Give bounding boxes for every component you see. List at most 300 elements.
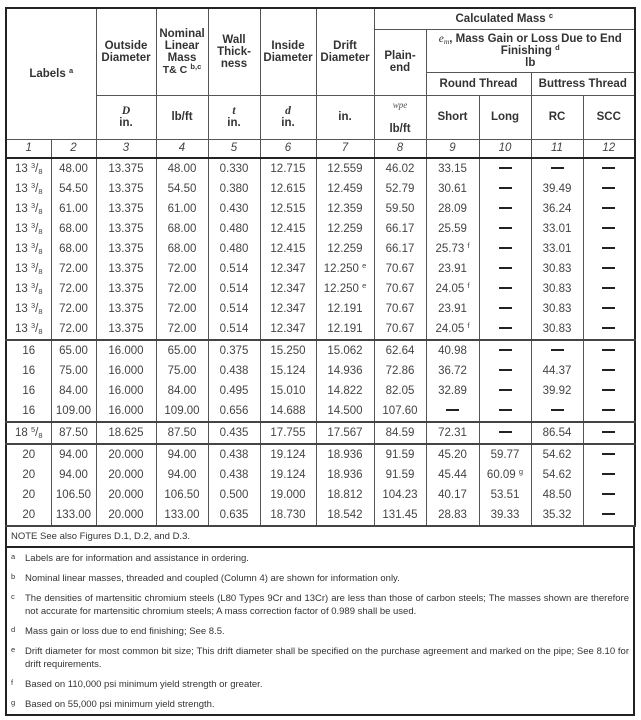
cell-drift: 18.812 (316, 485, 374, 505)
cell-long (479, 239, 531, 259)
dash-icon (602, 187, 615, 189)
cell-wall: 0.430 (208, 199, 260, 219)
dash-icon (499, 207, 512, 209)
cell-wall: 0.635 (208, 505, 260, 526)
cell-short: 40.98 (426, 340, 479, 361)
cell-l1: 13 $^3/_8$ (6, 239, 51, 259)
column-number: 7 (316, 139, 374, 158)
dash-icon (602, 267, 615, 269)
header-nominal-linear-mass: Nominal Linear Mass T& C $^{b,c}$ (156, 8, 208, 95)
cell-plain: 62.64 (374, 340, 426, 361)
cell-mass: 72.00 (156, 299, 208, 319)
cell-short: 32.89 (426, 381, 479, 401)
table-row (6, 505, 635, 526)
cell-scc (583, 340, 635, 361)
column-number: 8 (374, 139, 426, 158)
unit-mass: lb/ft (156, 95, 208, 139)
cell-long (479, 299, 531, 319)
cell-id: 12.415 (260, 239, 316, 259)
cell-short: 25.73 $^f$ (426, 239, 479, 259)
cell-rc: 30.83 (531, 319, 583, 340)
column-number: 10 (479, 139, 531, 158)
table-row (6, 444, 635, 465)
dash-icon (602, 227, 615, 229)
cell-plain: 70.67 (374, 319, 426, 340)
dash-icon (499, 247, 512, 249)
cell-rc: 36.24 (531, 199, 583, 219)
table-row (6, 361, 635, 381)
footnote-mark: c (11, 591, 15, 601)
dash-icon (499, 307, 512, 309)
dash-icon (602, 327, 615, 329)
cell-mass: 84.00 (156, 381, 208, 401)
cell-wall: 0.438 (208, 361, 260, 381)
cell-od: 13.375 (96, 299, 156, 319)
unit-id: d in. (260, 95, 316, 139)
dash-icon (602, 453, 615, 455)
footnote-text: Based on 55,000 psi minimum yield strength. (25, 698, 215, 710)
unit-plain-end: wpe lb/ft (374, 95, 426, 139)
unit-wall: t in. (208, 95, 260, 139)
cell-l1: 20 (6, 485, 51, 505)
cell-short: 30.61 (426, 179, 479, 199)
cell-long: 59.77 (479, 444, 531, 465)
cell-rc (531, 401, 583, 422)
cell-plain: 70.67 (374, 259, 426, 279)
casing-mass-table-container (5, 7, 635, 716)
cell-long (479, 381, 531, 401)
column-number: 12 (583, 139, 635, 158)
cell-id: 17.755 (260, 422, 316, 444)
cell-mass: 106.50 (156, 485, 208, 505)
cell-scc (583, 422, 635, 444)
footnote-text: The densities of martensitic chromium steels (L80 Types 9Cr and 13Cr) are less than those of carbon steels; The masses shown are therefore not accurate for martensitic chromium steels; A mass correction factor of 0.989 shall be used. (25, 592, 629, 617)
cell-short: 45.20 (426, 444, 479, 465)
cell-rc: 54.62 (531, 465, 583, 485)
header-scc: SCC (583, 95, 635, 139)
column-number-row (6, 139, 635, 158)
cell-id: 12.347 (260, 259, 316, 279)
cell-l2: 75.00 (51, 361, 96, 381)
fraction: $^3/_8$ (30, 240, 43, 256)
cell-drift: 12.191 (316, 299, 374, 319)
cell-rc: 30.83 (531, 299, 583, 319)
header-drift-diameter: Drift Diameter (316, 8, 374, 95)
cell-long (479, 199, 531, 219)
cell-l2: 94.00 (51, 465, 96, 485)
cell-short: 23.91 (426, 259, 479, 279)
cell-id: 15.010 (260, 381, 316, 401)
cell-l2: 72.00 (51, 259, 96, 279)
cell-wall: 0.438 (208, 444, 260, 465)
cell-mass: 87.50 (156, 422, 208, 444)
cell-drift: 12.191 (316, 319, 374, 340)
header-mass-gain-loss: $e_m$, Mass Gain or Loss Due to End Finishing $^d$ lb (426, 29, 635, 72)
dash-icon (602, 349, 615, 351)
cell-wall: 0.480 (208, 239, 260, 259)
cell-short: 24.05 $^f$ (426, 279, 479, 299)
cell-id: 12.615 (260, 179, 316, 199)
fraction: $^5/_8$ (30, 424, 43, 440)
dash-icon (499, 389, 512, 391)
dash-icon (499, 187, 512, 189)
cell-od: 16.000 (96, 340, 156, 361)
header-calculated-mass: Calculated Mass $^c$ (374, 8, 635, 29)
cell-mass: 72.00 (156, 319, 208, 340)
table-row (6, 179, 635, 199)
cell-wall: 0.380 (208, 179, 260, 199)
footnote-text: Mass gain or loss due to end finishing; See 8.5. (25, 625, 225, 637)
cell-plain: 46.02 (374, 158, 426, 179)
cell-scc (583, 444, 635, 465)
cell-mass: 72.00 (156, 259, 208, 279)
cell-l2: 106.50 (51, 485, 96, 505)
dash-icon (602, 493, 615, 495)
cell-drift: 15.062 (316, 340, 374, 361)
footnote-mark: g (11, 697, 16, 707)
footnote-mark: a (11, 551, 16, 561)
table-row (6, 381, 635, 401)
cell-drift: 18.542 (316, 505, 374, 526)
cell-id: 19.124 (260, 465, 316, 485)
table-row (6, 422, 635, 444)
dash-icon (602, 369, 615, 371)
table-row (6, 219, 635, 239)
cell-scc (583, 259, 635, 279)
cell-wall: 0.514 (208, 279, 260, 299)
cell-l1: 13 $^3/_8$ (6, 158, 51, 179)
dash-icon (499, 287, 512, 289)
header-long: Long (479, 95, 531, 139)
cell-rc: 30.83 (531, 279, 583, 299)
cell-l1: 16 (6, 401, 51, 422)
cell-l1: 18 $^5/_8$ (6, 422, 51, 444)
cell-long (479, 401, 531, 422)
dash-icon (499, 327, 512, 329)
cell-od: 13.375 (96, 319, 156, 340)
unit-drift: in. (316, 95, 374, 139)
cell-l1: 20 (6, 444, 51, 465)
cell-rc: 44.37 (531, 361, 583, 381)
header-short: Short (426, 95, 479, 139)
footnote-text: Based on 110,000 psi minimum yield strength or greater. (25, 678, 263, 690)
cell-wall: 0.514 (208, 259, 260, 279)
cell-plain: 104.23 (374, 485, 426, 505)
cell-id: 12.347 (260, 319, 316, 340)
cell-od: 16.000 (96, 401, 156, 422)
dash-icon (499, 267, 512, 269)
cell-l2: 72.00 (51, 319, 96, 340)
table-row (6, 239, 635, 259)
cell-short: 40.17 (426, 485, 479, 505)
table-row (6, 259, 635, 279)
cell-l1: 13 $^3/_8$ (6, 319, 51, 340)
unit-od: D in. (96, 95, 156, 139)
cell-scc (583, 465, 635, 485)
cell-long (479, 259, 531, 279)
header-wall-thickness: Wall Thick- ness (208, 8, 260, 95)
cell-scc (583, 219, 635, 239)
dash-icon (602, 207, 615, 209)
dash-icon (602, 431, 615, 433)
cell-id: 15.250 (260, 340, 316, 361)
cell-short: 72.31 (426, 422, 479, 444)
column-number: 3 (96, 139, 156, 158)
dash-icon (602, 247, 615, 249)
cell-mass: 68.00 (156, 239, 208, 259)
fraction: $^3/_8$ (30, 160, 43, 176)
header-buttress-thread: Buttress Thread (531, 72, 635, 95)
dash-icon (602, 307, 615, 309)
cell-scc (583, 179, 635, 199)
cell-long (479, 279, 531, 299)
cell-drift: 12.459 (316, 179, 374, 199)
cell-od: 13.375 (96, 239, 156, 259)
cell-drift: 17.567 (316, 422, 374, 444)
cell-long (479, 179, 531, 199)
dash-icon (602, 409, 615, 411)
fraction: $^3/_8$ (30, 180, 43, 196)
fraction: $^3/_8$ (30, 280, 43, 296)
cell-mass: 72.00 (156, 279, 208, 299)
cell-short: 23.91 (426, 299, 479, 319)
cell-plain: 52.79 (374, 179, 426, 199)
cell-mass: 94.00 (156, 444, 208, 465)
cell-od: 18.625 (96, 422, 156, 444)
footnote-mark: e (11, 644, 16, 654)
cell-plain: 59.50 (374, 199, 426, 219)
dash-icon (499, 369, 512, 371)
header-rc: RC (531, 95, 583, 139)
cell-l2: 87.50 (51, 422, 96, 444)
cell-rc: 39.92 (531, 381, 583, 401)
cell-rc: 33.01 (531, 219, 583, 239)
footnote-e (7, 641, 633, 674)
cell-drift: 12.250 $^e$ (316, 279, 374, 299)
cell-mass: 75.00 (156, 361, 208, 381)
cell-wall: 0.656 (208, 401, 260, 422)
cell-drift: 12.259 (316, 219, 374, 239)
cell-od: 20.000 (96, 505, 156, 526)
cell-mass: 65.00 (156, 340, 208, 361)
table-row (6, 158, 635, 179)
cell-l2: 72.00 (51, 299, 96, 319)
cell-plain: 91.59 (374, 465, 426, 485)
cell-od: 20.000 (96, 465, 156, 485)
table-row (6, 319, 635, 340)
dash-icon (551, 409, 564, 411)
table-row (6, 279, 635, 299)
footnote-b (7, 568, 633, 588)
cell-plain: 131.45 (374, 505, 426, 526)
fraction: $^3/_8$ (30, 220, 43, 236)
cell-od: 13.375 (96, 219, 156, 239)
dash-icon (551, 349, 564, 351)
casing-mass-table (5, 7, 636, 527)
cell-od: 13.375 (96, 179, 156, 199)
cell-od: 13.375 (96, 259, 156, 279)
dash-icon (602, 287, 615, 289)
cell-mass: 68.00 (156, 219, 208, 239)
cell-long (479, 422, 531, 444)
dash-icon (602, 389, 615, 391)
cell-od: 20.000 (96, 485, 156, 505)
cell-wall: 0.438 (208, 465, 260, 485)
cell-plain: 107.60 (374, 401, 426, 422)
column-number: 1 (6, 139, 51, 158)
dash-icon (499, 409, 512, 411)
cell-l1: 13 $^3/_8$ (6, 179, 51, 199)
cell-rc (531, 158, 583, 179)
cell-scc (583, 239, 635, 259)
cell-drift: 14.936 (316, 361, 374, 381)
cell-scc (583, 158, 635, 179)
cell-scc (583, 319, 635, 340)
cell-od: 13.375 (96, 158, 156, 179)
table-row (6, 340, 635, 361)
cell-od: 20.000 (96, 444, 156, 465)
cell-plain: 72.86 (374, 361, 426, 381)
dash-icon (602, 473, 615, 475)
column-number: 5 (208, 139, 260, 158)
footnote-c (7, 588, 633, 621)
cell-short: 45.44 (426, 465, 479, 485)
header-round-thread: Round Thread (426, 72, 531, 95)
footnote-d (7, 621, 633, 641)
fraction: $^3/_8$ (30, 260, 43, 276)
cell-plain: 66.17 (374, 239, 426, 259)
cell-mass: 48.00 (156, 158, 208, 179)
cell-id: 18.730 (260, 505, 316, 526)
column-number: 4 (156, 139, 208, 158)
cell-long (479, 319, 531, 340)
footnotes-list (7, 548, 633, 714)
footnote-f (7, 674, 633, 694)
dash-icon (499, 431, 512, 433)
table-row (6, 465, 635, 485)
cell-rc: 39.49 (531, 179, 583, 199)
footnote-text: Labels are for information and assistance in ordering. (25, 552, 249, 564)
cell-scc (583, 505, 635, 526)
cell-l1: 13 $^3/_8$ (6, 199, 51, 219)
table-row (6, 401, 635, 422)
cell-rc: 54.62 (531, 444, 583, 465)
cell-id: 12.415 (260, 219, 316, 239)
cell-id: 12.347 (260, 279, 316, 299)
cell-plain: 70.67 (374, 299, 426, 319)
cell-short: 36.72 (426, 361, 479, 381)
footnote-text: Nominal linear masses, threaded and coupled (Column 4) are shown for information only. (25, 572, 400, 584)
footnote-a (7, 548, 633, 568)
cell-l2: 54.50 (51, 179, 96, 199)
cell-l1: 16 (6, 381, 51, 401)
cell-l2: 48.00 (51, 158, 96, 179)
cell-mass: 94.00 (156, 465, 208, 485)
cell-od: 13.375 (96, 279, 156, 299)
fraction: $^3/_8$ (30, 200, 43, 216)
dash-icon (446, 409, 459, 411)
cell-id: 12.715 (260, 158, 316, 179)
cell-scc (583, 361, 635, 381)
header-outside-diameter: Outside Diameter (96, 8, 156, 95)
cell-long: 60.09 $^g$ (479, 465, 531, 485)
header-plain-end: Plain-end (374, 29, 426, 95)
cell-scc (583, 485, 635, 505)
header-labels: Labels $^a$ (6, 8, 96, 139)
dash-icon (499, 167, 512, 169)
cell-short (426, 401, 479, 422)
cell-short: 25.59 (426, 219, 479, 239)
cell-id: 15.124 (260, 361, 316, 381)
cell-mass: 61.00 (156, 199, 208, 219)
cell-wall: 0.330 (208, 158, 260, 179)
cell-drift: 18.936 (316, 444, 374, 465)
cell-mass: 54.50 (156, 179, 208, 199)
cell-plain: 91.59 (374, 444, 426, 465)
table-note: NOTE See also Figures D.1, D.2, and D.3. (7, 527, 633, 548)
cell-plain: 82.05 (374, 381, 426, 401)
cell-l2: 65.00 (51, 340, 96, 361)
table-body (6, 158, 635, 526)
cell-rc (531, 340, 583, 361)
footnote-mark: f (11, 677, 14, 687)
cell-drift: 14.822 (316, 381, 374, 401)
cell-id: 19.000 (260, 485, 316, 505)
column-number: 6 (260, 139, 316, 158)
cell-scc (583, 299, 635, 319)
cell-short: 28.09 (426, 199, 479, 219)
cell-od: 16.000 (96, 361, 156, 381)
cell-short: 28.83 (426, 505, 479, 526)
cell-l2: 84.00 (51, 381, 96, 401)
cell-mass: 109.00 (156, 401, 208, 422)
cell-long (479, 158, 531, 179)
cell-long (479, 361, 531, 381)
cell-scc (583, 381, 635, 401)
cell-short: 33.15 (426, 158, 479, 179)
cell-rc: 86.54 (531, 422, 583, 444)
table-row (6, 199, 635, 219)
cell-drift: 12.250 $^e$ (316, 259, 374, 279)
header-inside-diameter: Inside Diameter (260, 8, 316, 95)
cell-rc: 48.50 (531, 485, 583, 505)
cell-drift: 12.259 (316, 239, 374, 259)
cell-od: 13.375 (96, 199, 156, 219)
cell-l1: 13 $^3/_8$ (6, 279, 51, 299)
cell-long: 39.33 (479, 505, 531, 526)
cell-wall: 0.480 (208, 219, 260, 239)
cell-wall: 0.500 (208, 485, 260, 505)
cell-l1: 16 (6, 361, 51, 381)
cell-scc (583, 401, 635, 422)
cell-plain: 66.17 (374, 219, 426, 239)
table-row (6, 485, 635, 505)
column-number: 9 (426, 139, 479, 158)
fraction: $^3/_8$ (30, 300, 43, 316)
cell-id: 14.688 (260, 401, 316, 422)
table-row (6, 299, 635, 319)
cell-l2: 133.00 (51, 505, 96, 526)
footnote-mark: b (11, 571, 16, 581)
cell-drift: 14.500 (316, 401, 374, 422)
cell-wall: 0.375 (208, 340, 260, 361)
cell-rc: 33.01 (531, 239, 583, 259)
fraction: $^3/_8$ (30, 320, 43, 336)
cell-rc: 35.32 (531, 505, 583, 526)
cell-drift: 18.936 (316, 465, 374, 485)
dash-icon (499, 349, 512, 351)
dash-icon (602, 167, 615, 169)
